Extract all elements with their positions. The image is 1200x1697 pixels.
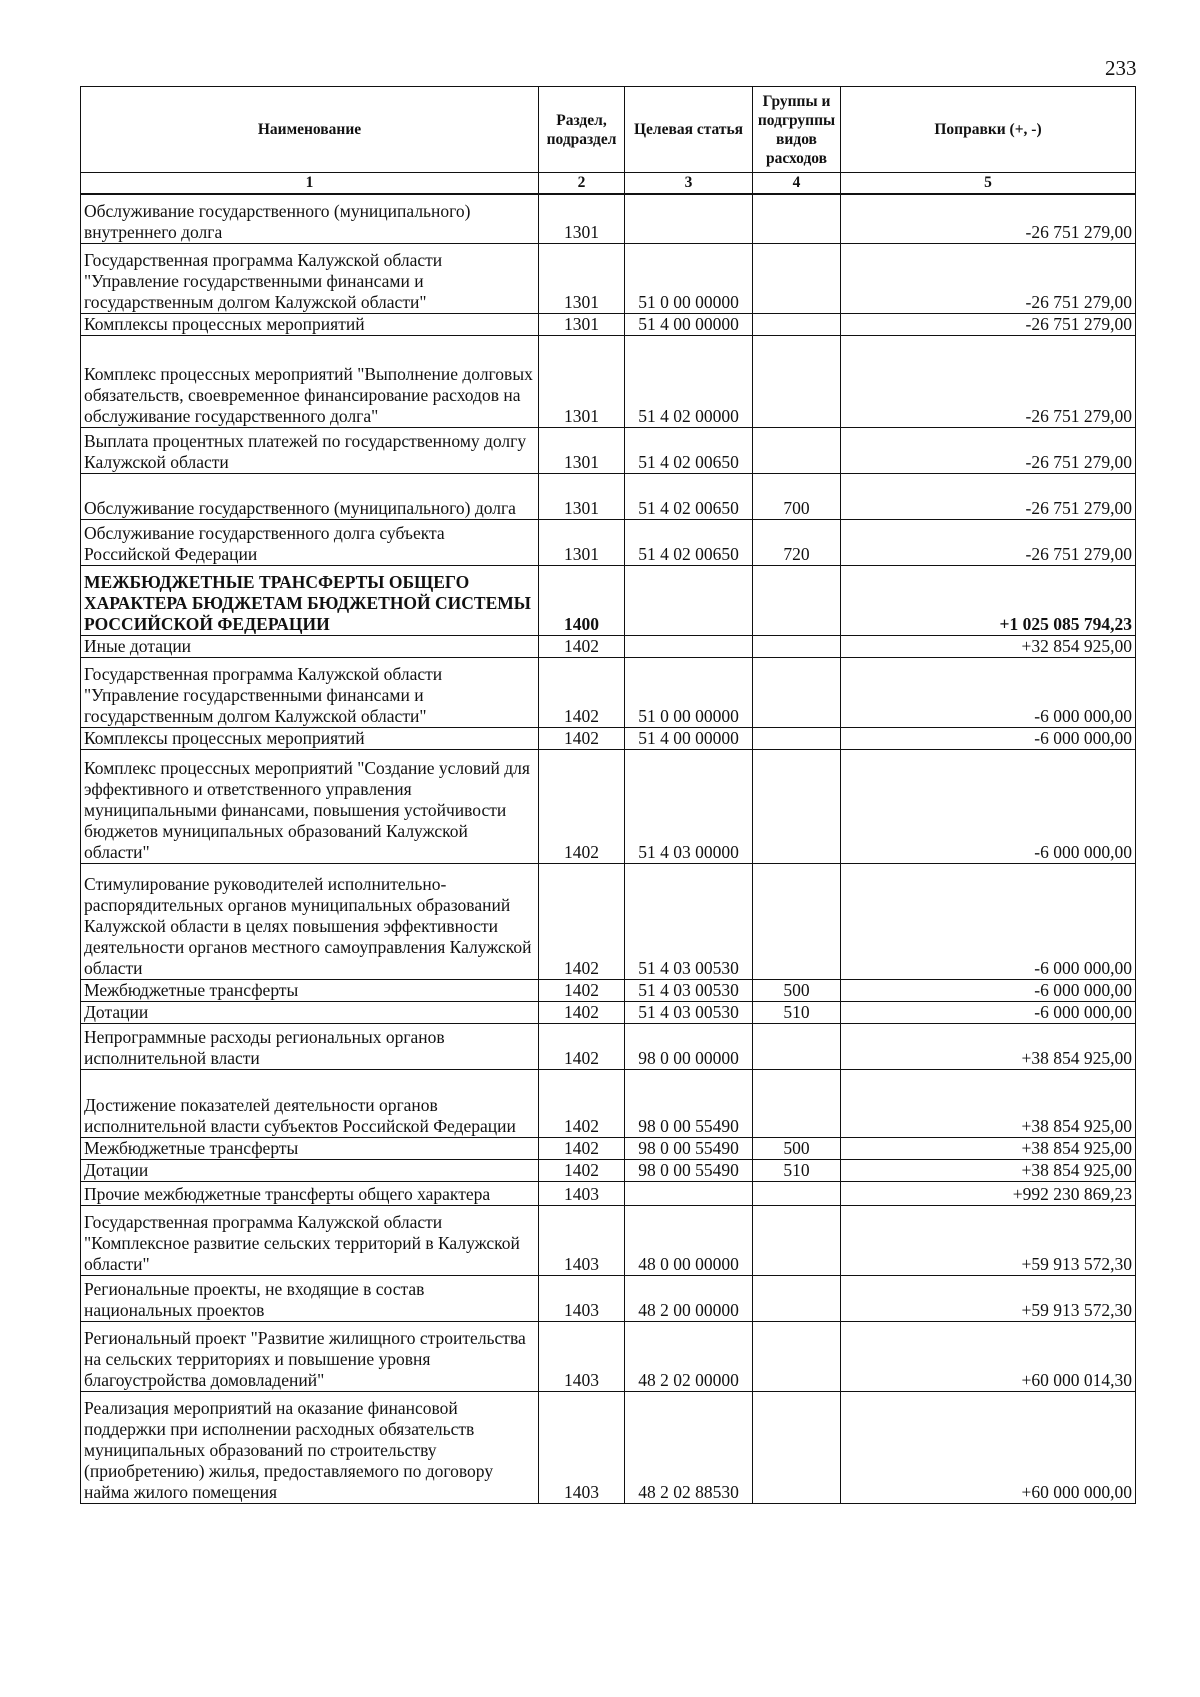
row-name: Государственная программа Калужской области "Комплексное развитие сельских территорий в Калужской области"	[81, 1206, 539, 1276]
row-expense-group	[753, 750, 841, 864]
table-row	[81, 1070, 1136, 1138]
row-target-article: 51 4 03 00000	[625, 750, 753, 864]
row-section: 1403	[539, 1182, 625, 1206]
row-section: 1402	[539, 750, 625, 864]
table-row	[81, 1392, 1136, 1504]
row-section: 1402	[539, 980, 625, 1002]
table-row	[81, 566, 1136, 636]
row-amount: +992 230 869,23	[841, 1182, 1136, 1206]
row-amount: -26 751 279,00	[841, 428, 1136, 474]
row-amount: -26 751 279,00	[841, 474, 1136, 520]
row-target-article: 98 0 00 55490	[625, 1138, 753, 1160]
row-section: 1402	[539, 636, 625, 658]
row-section: 1301	[539, 428, 625, 474]
row-target-article	[625, 636, 753, 658]
row-section: 1402	[539, 658, 625, 728]
row-expense-group	[753, 194, 841, 244]
header-group: Группы и подгруппы видов расходов	[753, 87, 841, 173]
row-target-article: 51 4 03 00530	[625, 864, 753, 980]
row-amount: +59 913 572,30	[841, 1206, 1136, 1276]
table-row	[81, 1182, 1136, 1206]
row-section: 1301	[539, 336, 625, 428]
table-row	[81, 1002, 1136, 1024]
column-number: 1	[81, 173, 539, 194]
budget-amendments-table	[80, 86, 1136, 1504]
table-row	[81, 864, 1136, 980]
row-amount: +60 000 014,30	[841, 1322, 1136, 1392]
row-expense-group	[753, 1182, 841, 1206]
header-section: Раздел, подраздел	[539, 87, 625, 173]
table-row	[81, 658, 1136, 728]
row-section: 1403	[539, 1322, 625, 1392]
row-section: 1400	[539, 566, 625, 636]
row-amount: +38 854 925,00	[841, 1160, 1136, 1182]
row-name: Реализация мероприятий на оказание финансовой поддержки при исполнении расходных обязательств муниципальных образований по строительству (приобретению) жилья, предоставляемого по договору найма жилого помещения	[81, 1392, 539, 1504]
row-expense-group	[753, 1322, 841, 1392]
row-amount: +1 025 085 794,23	[841, 566, 1136, 636]
row-name: Государственная программа Калужской области "Управление государственными финансами и государственным долгом Калужской области"	[81, 244, 539, 314]
row-expense-group	[753, 658, 841, 728]
row-name: Стимулирование руководителей исполнительно-распорядительных органов муниципальных образований Калужской области в целях повышения эффективности деятельности органов местного самоуправления Калужской области	[81, 864, 539, 980]
row-name: Комплексы процессных мероприятий	[81, 728, 539, 750]
row-expense-group	[753, 336, 841, 428]
row-amount: -26 751 279,00	[841, 244, 1136, 314]
row-name: МЕЖБЮДЖЕТНЫЕ ТРАНСФЕРТЫ ОБЩЕГО ХАРАКТЕРА БЮДЖЕТАМ БЮДЖЕТНОЙ СИСТЕМЫ РОССИЙСКОЙ ФЕДЕРАЦИИ	[81, 566, 539, 636]
row-expense-group: 500	[753, 980, 841, 1002]
row-expense-group	[753, 1024, 841, 1070]
row-target-article: 51 4 02 00650	[625, 428, 753, 474]
row-name: Государственная программа Калужской области "Управление государственными финансами и государственным долгом Калужской области"	[81, 658, 539, 728]
row-target-article: 51 4 02 00650	[625, 520, 753, 566]
row-amount: +38 854 925,00	[841, 1070, 1136, 1138]
row-target-article: 51 4 00 00000	[625, 314, 753, 336]
header-target: Целевая статья	[625, 87, 753, 173]
row-target-article: 98 0 00 00000	[625, 1024, 753, 1070]
table-row	[81, 194, 1136, 244]
table-row	[81, 728, 1136, 750]
table-row	[81, 244, 1136, 314]
table-row	[81, 1160, 1136, 1182]
row-target-article: 98 0 00 55490	[625, 1070, 753, 1138]
row-target-article: 51 0 00 00000	[625, 244, 753, 314]
table-row	[81, 336, 1136, 428]
row-amount: -26 751 279,00	[841, 194, 1136, 244]
column-number: 3	[625, 173, 753, 194]
row-target-article: 51 4 02 00650	[625, 474, 753, 520]
row-section: 1301	[539, 474, 625, 520]
row-amount: +59 913 572,30	[841, 1276, 1136, 1322]
row-name: Межбюджетные трансферты	[81, 980, 539, 1002]
row-expense-group	[753, 728, 841, 750]
row-section: 1301	[539, 194, 625, 244]
row-expense-group	[753, 636, 841, 658]
row-name: Региональный проект "Развитие жилищного строительства на сельских территориях и повышение уровня благоустройства домовладений"	[81, 1322, 539, 1392]
row-name: Комплекс процессных мероприятий "Выполнение долговых обязательств, своевременное финансирование расходов на обслуживание государственного долга"	[81, 336, 539, 428]
row-amount: -6 000 000,00	[841, 750, 1136, 864]
row-name: Обслуживание государственного (муниципального) долга	[81, 474, 539, 520]
row-expense-group: 700	[753, 474, 841, 520]
row-name: Обслуживание государственного долга субъекта Российской Федерации	[81, 520, 539, 566]
row-section: 1403	[539, 1392, 625, 1504]
page-number: 233	[1105, 56, 1137, 80]
row-amount: -6 000 000,00	[841, 1002, 1136, 1024]
row-name: Комплекс процессных мероприятий "Создание условий для эффективного и ответственного управления муниципальными финансами, повышения устойчивости бюджетов муниципальных образований Калужской области"	[81, 750, 539, 864]
row-section: 1403	[539, 1276, 625, 1322]
row-target-article: 48 2 02 00000	[625, 1322, 753, 1392]
row-section: 1402	[539, 1002, 625, 1024]
row-section: 1301	[539, 314, 625, 336]
table-row	[81, 314, 1136, 336]
row-name: Комплексы процессных мероприятий	[81, 314, 539, 336]
table-body	[81, 194, 1136, 1504]
header-amount: Поправки (+, -)	[841, 87, 1136, 173]
row-amount: +38 854 925,00	[841, 1138, 1136, 1160]
row-amount: -26 751 279,00	[841, 314, 1136, 336]
row-amount: +60 000 000,00	[841, 1392, 1136, 1504]
row-amount: -6 000 000,00	[841, 864, 1136, 980]
row-section: 1402	[539, 864, 625, 980]
row-name: Прочие межбюджетные трансферты общего характера	[81, 1182, 539, 1206]
row-section: 1402	[539, 1138, 625, 1160]
row-section: 1402	[539, 728, 625, 750]
row-target-article: 48 0 00 00000	[625, 1206, 753, 1276]
row-amount: -6 000 000,00	[841, 728, 1136, 750]
row-expense-group	[753, 864, 841, 980]
table-row	[81, 1206, 1136, 1276]
row-amount: -26 751 279,00	[841, 520, 1136, 566]
row-target-article: 51 0 00 00000	[625, 658, 753, 728]
row-expense-group	[753, 428, 841, 474]
row-expense-group	[753, 314, 841, 336]
row-expense-group	[753, 1276, 841, 1322]
table-row	[81, 474, 1136, 520]
row-expense-group	[753, 566, 841, 636]
row-name: Достижение показателей деятельности органов исполнительной власти субъектов Российской Федерации	[81, 1070, 539, 1138]
row-amount: -6 000 000,00	[841, 658, 1136, 728]
row-section: 1301	[539, 520, 625, 566]
table-row	[81, 636, 1136, 658]
row-target-article	[625, 566, 753, 636]
column-number: 2	[539, 173, 625, 194]
row-name: Межбюджетные трансферты	[81, 1138, 539, 1160]
row-name: Региональные проекты, не входящие в состав национальных проектов	[81, 1276, 539, 1322]
table-row	[81, 750, 1136, 864]
row-target-article: 51 4 03 00530	[625, 1002, 753, 1024]
row-target-article: 48 2 00 00000	[625, 1276, 753, 1322]
table-row	[81, 980, 1136, 1002]
row-amount: -6 000 000,00	[841, 980, 1136, 1002]
row-section: 1403	[539, 1206, 625, 1276]
table-row	[81, 1024, 1136, 1070]
row-section: 1402	[539, 1160, 625, 1182]
row-section: 1301	[539, 244, 625, 314]
row-target-article: 48 2 02 88530	[625, 1392, 753, 1504]
header-name: Наименование	[81, 87, 539, 173]
row-expense-group: 510	[753, 1160, 841, 1182]
table-row	[81, 1138, 1136, 1160]
row-name: Обслуживание государственного (муниципального) внутреннего долга	[81, 194, 539, 244]
row-name: Дотации	[81, 1160, 539, 1182]
row-expense-group: 510	[753, 1002, 841, 1024]
row-name: Дотации	[81, 1002, 539, 1024]
row-target-article: 98 0 00 55490	[625, 1160, 753, 1182]
table-row	[81, 1276, 1136, 1322]
row-target-article: 51 4 02 00000	[625, 336, 753, 428]
row-expense-group	[753, 244, 841, 314]
row-name: Иные дотации	[81, 636, 539, 658]
table-row	[81, 520, 1136, 566]
row-target-article: 51 4 03 00530	[625, 980, 753, 1002]
row-section: 1402	[539, 1024, 625, 1070]
table-row	[81, 1322, 1136, 1392]
row-amount: +38 854 925,00	[841, 1024, 1136, 1070]
row-expense-group: 500	[753, 1138, 841, 1160]
row-target-article: 51 4 00 00000	[625, 728, 753, 750]
row-section: 1402	[539, 1070, 625, 1138]
column-number: 5	[841, 173, 1136, 194]
row-amount: -26 751 279,00	[841, 336, 1136, 428]
row-expense-group	[753, 1070, 841, 1138]
row-expense-group	[753, 1206, 841, 1276]
row-expense-group	[753, 1392, 841, 1504]
row-expense-group: 720	[753, 520, 841, 566]
row-target-article	[625, 1182, 753, 1206]
row-amount: +32 854 925,00	[841, 636, 1136, 658]
row-name: Непрограммные расходы региональных органов исполнительной власти	[81, 1024, 539, 1070]
table-row	[81, 428, 1136, 474]
row-target-article	[625, 194, 753, 244]
column-number: 4	[753, 173, 841, 194]
row-name: Выплата процентных платежей по государственному долгу Калужской области	[81, 428, 539, 474]
